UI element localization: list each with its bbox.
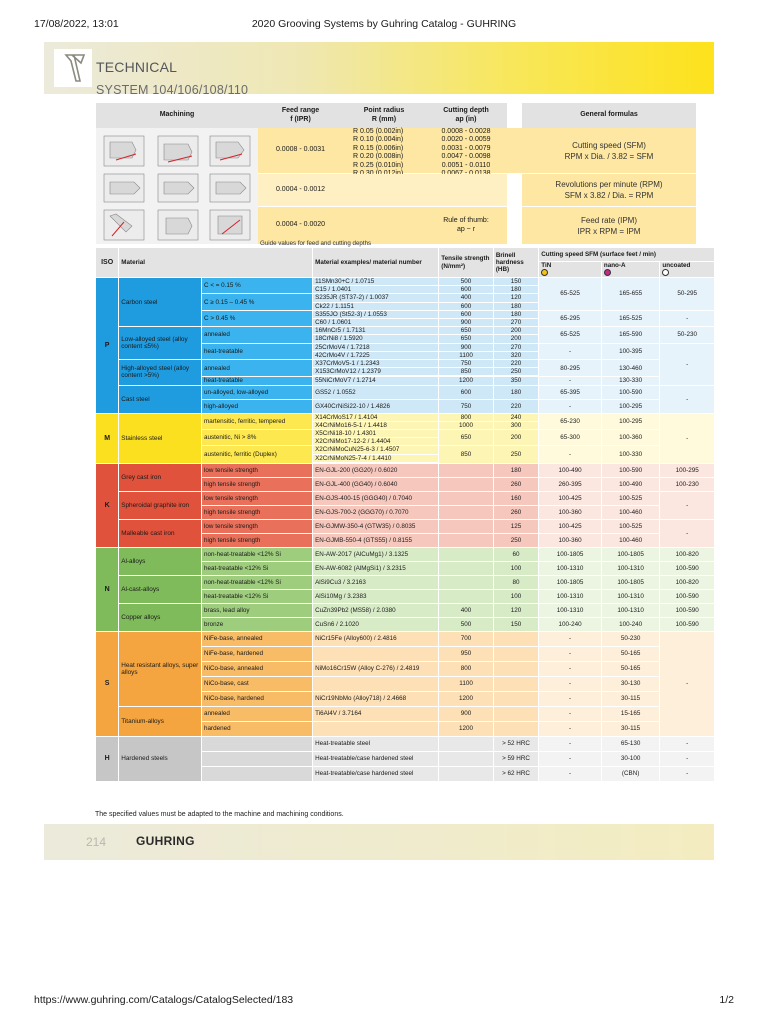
- nanoa-header: nano-A: [603, 262, 626, 270]
- material-titanium-alloys: Titanium-alloys: [119, 706, 202, 736]
- material-cast-steel: Cast steel: [119, 385, 202, 413]
- material-grey-cast-iron: Grey cast iron: [119, 463, 202, 491]
- brinell-header: Brinell hardness (HB): [493, 248, 538, 278]
- iso-k: K: [96, 463, 119, 547]
- print-page-count: 1/2: [719, 994, 734, 1006]
- feed-cell-2: 0.0004 - 0.0012: [258, 174, 343, 206]
- material-al-cast-alloys: Al-cast-alloys: [119, 575, 202, 603]
- formula-ipm: Feed rate (IPM) IPR x RPM = IPM: [522, 207, 696, 244]
- tin-dot-icon: [541, 269, 548, 276]
- speed-header: Cutting speed SFM (surface feet / min): [539, 248, 715, 262]
- uncoated-header: uncoated: [662, 262, 691, 270]
- feed-depth-table: [96, 103, 696, 244]
- material-table: ISO Material Material examples/ material number Tensile strength (N/mm²) Brinell hardness (HB) Cutting speed SFM (surface feet / min) TiN nano-A uncoated P Carbon steel C < = 0.15 % 11SMn30+C / 1.0715 500 150 65-525 165-655 50-295 C15 / 1.0401 600 180 C ≥ 0.15 – 0.45 % S235JR (ST37-2) / 1.0037 400 120 Ck22 / 1.1151 600 180 C > 0.45 % S355JO (St52-3) / 1.0553 600 180 65-295 165-525 - C60 / 1.0601 900 270 Low-alloyed steel (alloy content ≤5%) annealed 16MnCr5 / 1.7131 650 200 65-525 165-590 50-230 18CrNi8 / 1.5920 650 200 heat-treatable 25CrMoV4 / 1.7218 900 270 - 100-395 - 42CrMo4V / 1.7225 1100 320 High-alloyed steel (alloy content >5%) annealed X37CrMoV5-1 / 1.2343 750 220 80-295 130-460 X153CrMoV12 / 1.2379 850 250 heat-treatable 55NiCrMoV7 / 1.2714 1200 350 - 130-330 Cast steel un-alloyed, low-alloyed GS52 / 1.0552 600 180 65-395 100-590 - high-alloyed GX40CrNiSi22-10 / 1.4826 750 220 - 100-295 M Stainless steel martensitic, ferritic, tempered X14CrMoS17 / 1.4104 800 240 65-230 100-295 - X4CrNiMo16-5-1 / 1.4418 1000 300 austenitic, Ni > 8% X5CrNi18-10 / 1.4301 650 200 65-300 100-360 X2CrNiMo17-12-2 / 1.4404 austenitic, ferritic (Duplex) X2CrNiMoCuN25-6-3 / 1.4507 850 250 - 100-330 X2CrNiMoN25-7-4 / 1.4410 K Grey cast iron low tensile strength EN-GJL-200 (GG20) / 0.6020 180 100-490 100-590 100-295 high tensile strength EN-GJL-400 (GG40) / 0.6040 260 260-395 100-490 100-230 Spheroidal graphite iron low tensile strength EN-GJS-400-15 (GGG40) / 0.7040 160 100-425 100-525 - high tensile strength EN-GJS-700-2 (GGG70) / 0.7070 260 100-360 100-460 Malleable cast iron low tensile strength EN-GJMW-350-4 (GTW35) / 0.8035 125 100-425 100-525 - high tensile strength EN-GJMB-550-4 (GTS55) / 0.8155 250 100-360 100-460 N Al-alloys non-heat-treatable <12% Si EN-AW-2017 (AlCuMg1) / 3.1325 60 100-1805 100-1805 100-820 heat-treatable <12% Si EN-AW-6082 (AlMgSi1) / 3.2315 100 100-1310 100-1310 100-590 Al-cast-alloys non-heat-treatable <12% Si AlSi9Cu3 / 3.2163 80 100-1805 100-1805 100-820 heat-treatable <12% Si AlSi10Mg / 3.2383 100 100-1310 100-1310 100-590 Copper alloys brass, lead alloy CuZn39Pb2 (MS58) / 2.0380 400 120 100-1310 100-1310 100-590 bronze CuSn6 / 2.1020 500 150 100-240 100-240 100-590 S Heat resistant alloys, super alloys NiFe-base, annealed NiCr15Fe (Alloy600) / 2.4816 700 - 50-230 - NiFe-base, hardened 950 - 50-165 NiCo-base, annealed NiMo16Cr15W (Alloy C-276) / 2.4819 800 - 50-165 NiCo-base, cast 1100 - 30-130 NiCo-base, hardened NiCr19NbMo (Alloy718) / 2.4668 1200 - 30-115 Titanium-alloys annealed Ti6Al4V / 3.7164 900 - 15-165 hardened 1200 - 30-115 H Hardened steels Heat-treatable steel > 52 HRC - 65-130 - Heat-treatable/case hardened steel > 59 HRC - 30-100 - Heat-treatable/case hardened steel > 62 HRC - (CBN) -: [95, 247, 715, 782]
- material-al-alloys: Al-alloys: [119, 547, 202, 575]
- material-carbon-steel: Carbon steel: [119, 278, 202, 327]
- footer-band: [44, 824, 714, 860]
- iso-header: ISO: [96, 248, 119, 278]
- material-heat-resistant: Heat resistant alloys, super alloys: [119, 631, 202, 706]
- material-stainless-steel: Stainless steel: [119, 413, 202, 463]
- material-spheroidal-graphite: Spheroidal graphite iron: [119, 491, 202, 519]
- radius-cell-2: [343, 174, 425, 206]
- radius-cell-1: R 0.05 (0.002in) R 0.10 (0.004in) R 0.15 (0.006in) R 0.20 (0.008in) R 0.25 (0.010in): [343, 128, 425, 173]
- print-timestamp: 17/08/2022, 13:01: [34, 18, 119, 30]
- formula-rpm: Revolutions per minute (RPM) SFM x 3.82 / Dia. = RPM: [522, 174, 696, 206]
- examples-header: Material examples/ material number: [313, 248, 439, 278]
- iso-h: H: [96, 736, 119, 781]
- technical-logo-icon: [54, 49, 92, 87]
- formula-sfm: Cutting speed (SFM) RPM x Dia. / 3.82 = SFM: [522, 128, 696, 173]
- guide-note: Guide values for feed and cutting depths: [260, 240, 372, 247]
- machining-header: Machining: [96, 103, 258, 128]
- nano-a-dot-icon: [604, 269, 611, 276]
- radius-header: Point radius R (mm): [343, 103, 425, 128]
- uncoated-dot-icon: [662, 269, 669, 276]
- material-header: Material: [119, 248, 313, 278]
- feed-cell-3: 0.0004 - 0.0020: [258, 207, 343, 244]
- depth-cell-2: [425, 174, 507, 206]
- material-copper-alloys: Copper alloys: [119, 603, 202, 631]
- feed-cell-1: 0.0008 - 0.0031: [258, 128, 343, 173]
- tool-images: [96, 128, 258, 244]
- page-number: 214: [86, 835, 107, 849]
- print-url: https://www.guhring.com/Catalogs/CatalogSelected/183: [34, 994, 294, 1006]
- iso-s: S: [96, 631, 119, 736]
- iso-n: N: [96, 547, 119, 631]
- material-hardened-steels: Hardened steels: [119, 736, 202, 781]
- tin-header: TiN: [541, 262, 552, 270]
- material-low-alloyed: Low-alloyed steel (alloy content ≤5%): [119, 327, 202, 360]
- iso-p: P: [96, 278, 119, 414]
- radius-cell-3: [343, 207, 425, 244]
- grooving-tool-icon: [96, 128, 258, 244]
- formulas-header: General formulas: [522, 103, 696, 128]
- material-malleable-cast-iron: Malleable cast iron: [119, 519, 202, 547]
- tensile-header: Tensile strength (N/mm²): [439, 248, 494, 278]
- specification-note: The specified values must be adapted to the machine and machining conditions.: [95, 811, 344, 818]
- catalog-page: [44, 40, 714, 860]
- depth-cell-3: Rule of thumb: ap ~ r: [425, 207, 507, 244]
- feed-header: Feed range f (IPR): [258, 103, 343, 128]
- section-title: TECHNICAL: [96, 59, 178, 75]
- depth-header: Cutting depth ap (in): [425, 103, 507, 128]
- print-title: 2020 Grooving Systems by Guhring Catalog - GUHRING: [251, 18, 517, 30]
- browser-print-header: [0, 0, 768, 40]
- depth-cell-1: 0.0008 - 0.0028 0.0020 - 0.0059 0.0031 - 0.0079 0.0047 - 0.0098 0.0051 - 0.0110: [425, 128, 507, 173]
- iso-m: M: [96, 413, 119, 463]
- browser-print-footer: [0, 992, 768, 1024]
- brand-logo: GUHRING: [136, 834, 195, 848]
- material-high-alloyed: High-alloyed steel (alloy content >5%): [119, 360, 202, 386]
- system-title: SYSTEM 104/106/108/110: [96, 83, 249, 97]
